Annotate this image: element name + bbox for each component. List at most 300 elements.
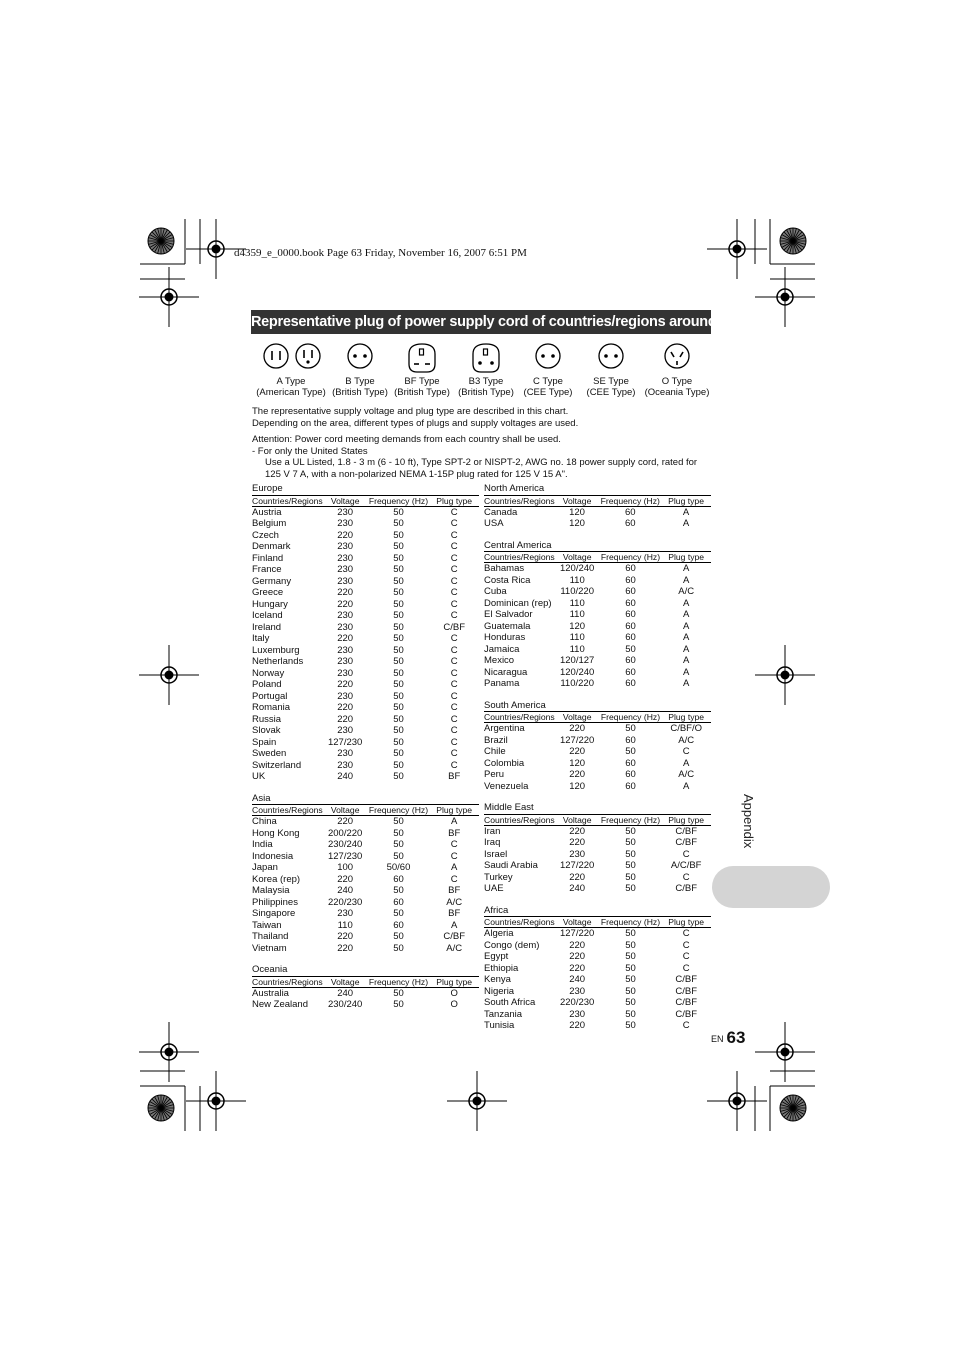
table-cell: A: [683, 609, 690, 620]
table-cell: 230: [337, 725, 354, 736]
table-cell: C: [682, 848, 690, 860]
table-cell: C: [450, 587, 458, 598]
table-cell: 120: [569, 757, 586, 769]
b3-type-plug-icon: [467, 340, 505, 374]
table-header-row: [252, 805, 479, 816]
table-cell: 50: [393, 690, 404, 702]
table-cell: C: [450, 850, 458, 862]
region-title: Europe: [252, 483, 283, 494]
table-row: [252, 760, 479, 772]
region-table: [484, 551, 711, 690]
region-table: [252, 495, 479, 783]
table-cell: Japan: [252, 862, 278, 873]
table-cell: A/C: [678, 769, 695, 780]
table-cell: C: [682, 962, 690, 974]
table-cell: Honduras: [484, 632, 526, 643]
table-row: [252, 576, 479, 588]
table-cell: C: [450, 713, 458, 725]
table-row: [252, 610, 479, 622]
table-row: [252, 530, 479, 542]
table-cell: C: [682, 871, 690, 883]
table-cell: Luxemburg: [252, 644, 300, 656]
table-cell: A: [451, 919, 458, 931]
table-cell: 220/230: [327, 896, 363, 908]
table-cell: Vietnam: [252, 942, 287, 954]
table-row: [484, 860, 711, 872]
table-cell: 50: [393, 644, 404, 656]
table-row: [252, 874, 479, 886]
region-section: [484, 802, 711, 895]
table-cell: 220: [337, 529, 354, 541]
table-row: [484, 940, 711, 952]
table-cell: Tanzania: [484, 1008, 523, 1020]
table-cell: 60: [393, 919, 404, 931]
table-row: [252, 748, 479, 760]
table-cell: 60: [625, 563, 636, 574]
table-cell: 230: [337, 690, 354, 702]
table-cell: 60: [625, 666, 636, 678]
table-row: [484, 506, 711, 518]
table-cell: 50: [625, 871, 636, 883]
column-header: Plug type: [661, 814, 711, 825]
plug-label: B3 Type: [468, 376, 504, 387]
table-cell: 50: [625, 883, 636, 894]
plug-label: BF Type: [404, 376, 440, 387]
table-cell: 230/240: [327, 999, 363, 1010]
appendix-label: Appendix: [741, 794, 756, 849]
table-cell: 50: [393, 748, 404, 759]
table-cell: 230: [337, 575, 354, 587]
table-cell: 60: [625, 632, 636, 643]
table-cell: Romania: [252, 702, 291, 713]
attention-line: Attention: Power cord meeting demands from each country shall be used.: [252, 434, 561, 445]
table-cell: 230: [337, 541, 354, 552]
table-cell: 60: [625, 609, 636, 620]
table-cell: C/BF: [675, 974, 697, 985]
table-row: [252, 633, 479, 645]
table-cell: Egypt: [484, 951, 509, 962]
plug-sublabel: (Oceania Type): [644, 387, 710, 398]
table-cell: South Africa: [484, 997, 536, 1008]
plug-b-type: [330, 340, 390, 398]
table-cell: Brazil: [484, 734, 508, 746]
table-cell: C: [450, 610, 458, 621]
table-cell: 50: [393, 598, 404, 610]
table-row: [484, 781, 711, 793]
column-header: Plug type: [661, 552, 711, 563]
table-cell: A: [683, 643, 690, 655]
table-cell: 230/240: [327, 839, 363, 850]
plug-label: SE Type: [593, 376, 629, 387]
plug-sublabel: (CEE Type): [523, 387, 573, 398]
table-row: [252, 506, 479, 518]
table-cell: A/C/BF: [670, 860, 702, 871]
table-cell: 50: [393, 529, 404, 541]
table-cell: Jamaica: [484, 643, 520, 655]
table-cell: 220: [569, 825, 586, 837]
table-header-row: [484, 712, 711, 723]
column-header: Countries/Regions: [252, 805, 323, 815]
table-cell: 50: [393, 667, 404, 679]
plug-c-type: [518, 340, 578, 398]
right-region-column: [484, 483, 711, 1042]
table-cell: 220: [569, 939, 586, 951]
bf-type-plug-icon: [403, 340, 441, 374]
region-table: [484, 916, 711, 1032]
column-header: Frequency (Hz): [600, 814, 661, 825]
table-cell: C/BF: [675, 997, 697, 1008]
table-cell: C: [450, 644, 458, 656]
table-row: [252, 541, 479, 553]
plug-sublabel: (American Type): [256, 387, 326, 398]
table-cell: 50: [393, 713, 404, 725]
table-cell: C/BF: [675, 883, 697, 894]
table-cell: Turkey: [484, 871, 513, 883]
region-section: [252, 793, 479, 955]
region-section: [484, 483, 711, 530]
table-cell: 60: [624, 506, 636, 518]
table-cell: C: [450, 506, 458, 518]
table-cell: 230: [337, 564, 354, 575]
table-cell: 50: [393, 725, 404, 736]
table-cell: A: [683, 620, 690, 632]
table-cell: 120/127: [559, 655, 595, 666]
plug-label: B Type: [345, 376, 375, 387]
a-type-plug-icon: [260, 340, 322, 370]
table-cell: Hungary: [252, 598, 288, 610]
plug-types-row: [252, 340, 712, 410]
column-header: Frequency (Hz): [368, 805, 429, 815]
table-cell: 50: [393, 656, 404, 667]
table-cell: C: [682, 1020, 690, 1031]
table-cell: 220: [569, 746, 586, 757]
table-row: [484, 928, 711, 940]
table-cell: Spain: [252, 736, 277, 748]
table-cell: 50: [625, 723, 636, 734]
table-cell: 50: [625, 939, 636, 951]
table-cell: 120: [569, 506, 585, 518]
table-row: [484, 1009, 711, 1021]
table-cell: 230: [337, 656, 354, 667]
table-header-row: [484, 495, 711, 506]
us-cord-requirement: 125 V 7 A, with a non-polarized NEMA 1-15P plug rated for 125 V 15 A".: [265, 468, 568, 480]
table-cell: 50: [393, 633, 404, 644]
table-cell: 230: [337, 748, 354, 759]
table-row: [252, 999, 479, 1011]
table-cell: 50: [625, 974, 636, 985]
region-section: [484, 540, 711, 690]
table-cell: Norway: [252, 667, 285, 679]
table-cell: Philippines: [252, 896, 298, 908]
table-cell: 50: [625, 962, 636, 974]
table-cell: 110: [569, 632, 585, 643]
plug-sublabel: (CEE Type): [586, 387, 636, 398]
table-cell: Ireland: [252, 621, 282, 633]
table-row: [484, 1020, 711, 1032]
table-cell: Switzerland: [252, 759, 302, 771]
table-cell: 230: [337, 610, 354, 621]
table-cell: 220: [337, 598, 354, 610]
table-cell: 220: [337, 633, 354, 644]
table-cell: 60: [393, 873, 404, 885]
table-cell: Denmark: [252, 541, 291, 552]
table-cell: 60: [625, 757, 636, 769]
table-cell: 127/220: [559, 734, 595, 746]
table-row: [252, 828, 479, 840]
table-cell: Hong Kong: [252, 827, 300, 839]
table-cell: 50: [625, 825, 636, 837]
table-cell: C/BF/O: [670, 723, 703, 734]
table-cell: Germany: [252, 575, 292, 587]
table-cell: A: [451, 816, 458, 827]
table-cell: A: [451, 862, 458, 873]
table-cell: 240: [337, 987, 354, 999]
table-row: [484, 655, 711, 667]
table-cell: A: [683, 563, 690, 574]
table-cell: 50: [393, 771, 404, 782]
table-row: [252, 725, 479, 737]
table-cell: Taiwan: [252, 919, 282, 931]
table-cell: A: [683, 757, 690, 769]
table-cell: C/BF: [675, 1008, 697, 1020]
table-cell: C: [450, 552, 458, 564]
se-type-plug-icon: [596, 340, 626, 370]
table-cell: Israel: [484, 848, 508, 860]
table-cell: UK: [252, 771, 266, 782]
table-row: [484, 758, 711, 770]
table-cell: O: [450, 987, 458, 999]
table-row: [252, 691, 479, 703]
table-cell: 220: [569, 1020, 586, 1031]
table-cell: Netherlands: [252, 656, 304, 667]
table-row: [252, 771, 479, 783]
table-cell: A: [683, 678, 690, 689]
page-title: Representative plug of power supply cord of countries/regions around the world: [251, 310, 711, 334]
plug-label: O Type: [661, 376, 693, 387]
table-cell: 220: [337, 816, 354, 827]
table-cell: Greece: [252, 587, 284, 598]
table-cell: 220: [337, 702, 354, 713]
table-cell: 110: [569, 609, 585, 620]
table-row: [484, 667, 711, 679]
table-cell: Canada: [484, 506, 518, 518]
table-cell: Venezuela: [484, 780, 529, 792]
table-cell: BF: [448, 885, 461, 896]
table-cell: 50: [625, 985, 636, 997]
table-cell: India: [252, 839, 273, 850]
table-cell: 60: [624, 518, 636, 529]
table-cell: 220: [569, 837, 586, 848]
table-cell: 230: [337, 667, 354, 679]
table-row: [484, 883, 711, 895]
table-cell: C: [450, 633, 458, 644]
plug-se-type: [580, 340, 642, 398]
table-cell: C: [450, 702, 458, 713]
table-cell: Algeria: [484, 928, 514, 939]
table-cell: 50: [625, 928, 636, 939]
table-row: [252, 587, 479, 599]
table-cell: C: [450, 725, 458, 736]
intro-line: The representative supply voltage and plug type are described in this chart.: [252, 406, 569, 417]
table-cell: A: [683, 655, 690, 666]
table-row: [484, 963, 711, 975]
table-row: [484, 951, 711, 963]
table-cell: C: [450, 656, 458, 667]
table-cell: 110: [569, 597, 585, 609]
table-cell: 60: [625, 586, 636, 597]
table-cell: Czech: [252, 529, 279, 541]
table-cell: Colombia: [484, 757, 525, 769]
appendix-side-tab: [712, 866, 830, 908]
table-header-row: [252, 976, 479, 987]
table-cell: 50: [393, 816, 404, 827]
b-type-plug-icon: [345, 340, 375, 370]
table-row: [252, 656, 479, 668]
column-header: Plug type: [661, 917, 711, 928]
table-cell: C/BF: [443, 621, 465, 633]
table-cell: 50: [625, 643, 636, 655]
table-cell: Cuba: [484, 586, 507, 597]
plug-bf-type: [390, 340, 454, 398]
table-row: [484, 849, 711, 861]
table-cell: C: [450, 759, 458, 771]
table-cell: 240: [569, 974, 586, 985]
table-cell: 50: [625, 1020, 636, 1031]
column-header: Countries/Regions: [484, 917, 555, 927]
table-row: [484, 621, 711, 633]
column-header: Countries/Regions: [252, 976, 323, 987]
table-cell: 50: [393, 679, 404, 690]
table-cell: 120: [569, 780, 586, 792]
table-row: [252, 987, 479, 999]
table-row: [484, 518, 711, 530]
left-region-column: [252, 483, 479, 1021]
table-cell: C: [450, 839, 458, 850]
table-cell: C: [450, 667, 458, 679]
column-header: Frequency (Hz): [600, 917, 661, 927]
table-cell: 50: [393, 621, 404, 633]
table-row: [484, 872, 711, 884]
table-row: [252, 622, 479, 634]
table-cell: A: [683, 574, 690, 586]
table-cell: Iceland: [252, 610, 283, 621]
intro-line: Depending on the area, different types of plugs and supply voltages are used.: [252, 417, 579, 429]
table-cell: Dominican (rep): [484, 597, 552, 609]
table-cell: A: [682, 506, 690, 518]
table-cell: A/C: [678, 734, 695, 746]
table-cell: C: [682, 746, 690, 757]
table-cell: A: [683, 597, 690, 609]
table-header-row: [484, 552, 711, 563]
table-cell: 230: [337, 621, 354, 633]
column-header: Voltage: [555, 917, 600, 928]
table-cell: Iraq: [484, 837, 501, 848]
table-row: [252, 897, 479, 909]
column-header: Frequency (Hz): [368, 976, 429, 987]
table-cell: China: [252, 816, 277, 827]
table-cell: Mexico: [484, 655, 515, 666]
table-row: [252, 851, 479, 863]
table-cell: BF: [448, 771, 461, 782]
table-row: [484, 575, 711, 587]
table-cell: 50: [393, 506, 404, 518]
table-cell: Saudi Arabia: [484, 860, 538, 871]
region-title: Asia: [252, 792, 271, 804]
table-cell: 110: [569, 574, 585, 586]
o-type-plug-icon: [662, 340, 692, 370]
table-row: [252, 564, 479, 576]
table-cell: Slovak: [252, 725, 281, 736]
table-cell: 230: [337, 552, 354, 564]
intro-text: [252, 406, 712, 480]
table-row: [484, 974, 711, 986]
column-header: Plug type: [429, 805, 479, 816]
region-table: [252, 804, 479, 954]
table-header-row: [252, 495, 479, 506]
plug-sublabel: (British Type): [458, 387, 514, 398]
table-row: [252, 816, 479, 828]
table-row: [484, 586, 711, 598]
table-cell: Panama: [484, 678, 520, 689]
table-cell: Belgium: [252, 518, 287, 529]
column-header: Plug type: [429, 976, 479, 987]
table-cell: 60: [625, 780, 636, 792]
table-cell: BF: [448, 908, 461, 919]
table-row: [484, 986, 711, 998]
table-cell: BF: [448, 827, 461, 839]
column-header: Countries/Regions: [484, 552, 555, 562]
table-cell: Iran: [484, 825, 501, 837]
column-header: Plug type: [661, 712, 711, 723]
table-cell: 230: [337, 506, 354, 518]
table-cell: 220: [337, 713, 354, 725]
table-cell: C: [682, 951, 690, 962]
table-row: [484, 632, 711, 644]
table-cell: 50: [625, 1008, 636, 1020]
c-type-plug-icon: [533, 340, 563, 370]
table-row: [484, 598, 711, 610]
table-cell: 50: [393, 885, 404, 896]
region-table: [484, 814, 711, 895]
table-cell: Kenya: [484, 974, 511, 985]
column-header: Plug type: [429, 495, 479, 506]
table-cell: C/BF: [675, 985, 697, 997]
table-cell: 50: [393, 931, 404, 942]
column-header: Frequency (Hz): [600, 712, 661, 722]
table-row: [252, 908, 479, 920]
table-cell: 230: [337, 759, 354, 771]
table-cell: Peru: [484, 769, 505, 780]
table-cell: O: [450, 999, 458, 1010]
table-row: [252, 553, 479, 565]
table-row: [252, 920, 479, 932]
region-title: Africa: [484, 904, 509, 916]
table-cell: 50: [393, 552, 404, 564]
table-row: [484, 997, 711, 1009]
column-header: Frequency (Hz): [600, 552, 661, 562]
table-cell: 120/240: [559, 563, 595, 574]
table-cell: El Salvador: [484, 609, 533, 620]
region-section: [252, 964, 479, 1011]
table-cell: A: [683, 632, 690, 643]
table-cell: USA: [484, 518, 504, 529]
page-number-value: 63: [726, 1028, 746, 1047]
table-row: [252, 599, 479, 611]
region-section: [484, 905, 711, 1032]
region-title: Middle East: [484, 802, 534, 813]
table-cell: C: [450, 529, 458, 541]
table-cell: 50: [393, 759, 404, 771]
